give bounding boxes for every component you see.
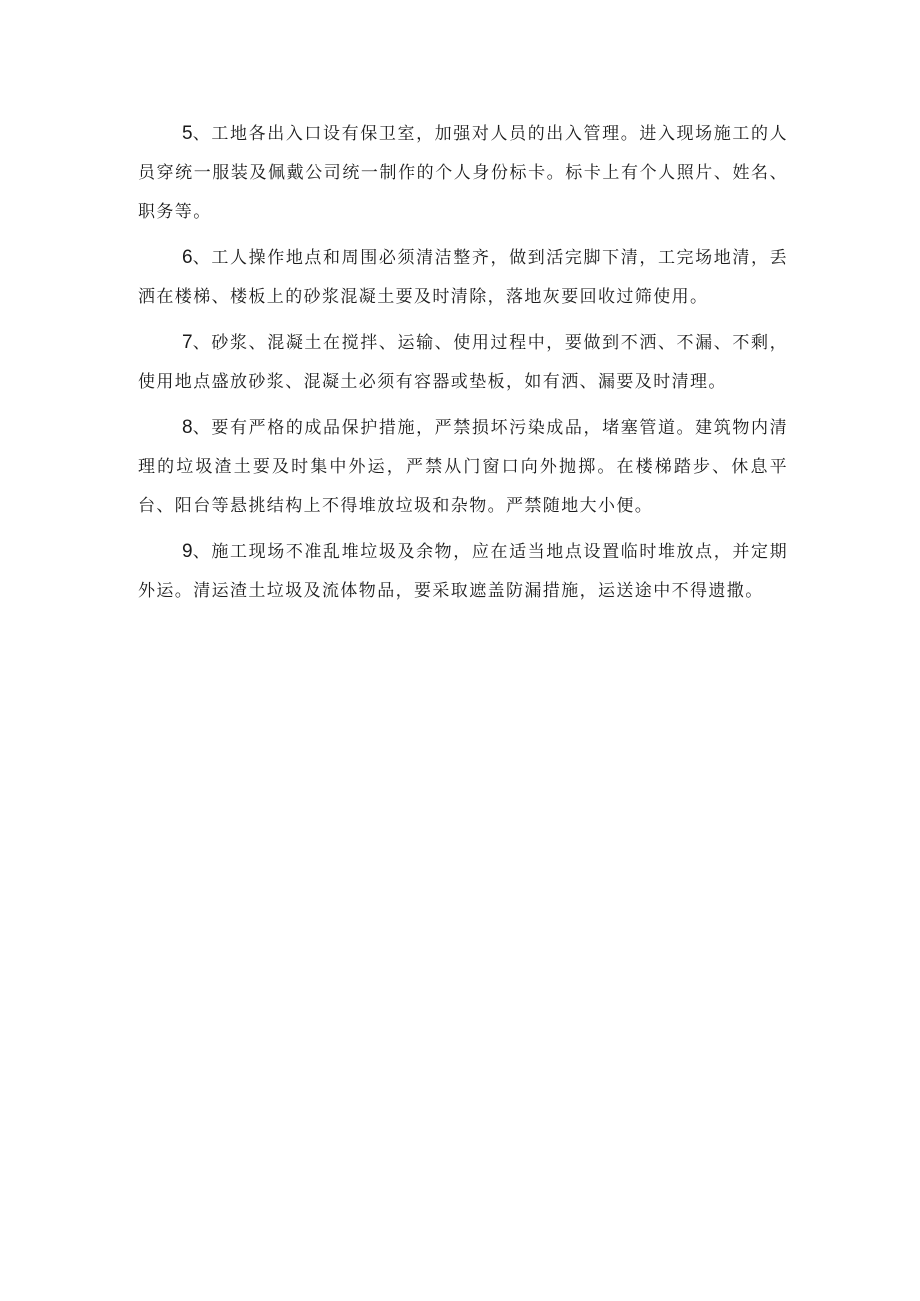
paragraph-7 xyxy=(138,323,788,402)
document-body xyxy=(138,114,788,617)
paragraph-number: 5 xyxy=(182,123,193,144)
paragraph-number: 7 xyxy=(182,332,193,353)
paragraph-9 xyxy=(138,532,788,611)
paragraph-text: 、施工现场不准乱堆垃圾及余物，应在适当地点设置临时堆放点，并定期外运。清运渣土垃圾及流体物品，要采取遮盖防漏措施，运送途中不得遗撒。 xyxy=(138,542,788,601)
paragraph-text: 、工人操作地点和周围必须清洁整齐，做到活完脚下清，工完场地清，丢洒在楼梯、楼板上的砂浆混凝土要及时清除，落地灰要回收过筛使用。 xyxy=(138,248,788,307)
paragraph-text: 、要有严格的成品保护措施，严禁损坏污染成品，堵塞管道。建筑物内清理的垃圾渣土要及时集中外运，严禁从门窗口向外抛掷。在楼梯踏步、休息平台、阳台等悬挑结构上不得堆放垃圾和杂物。严禁随地大小便。 xyxy=(138,418,788,516)
paragraph-5 xyxy=(138,114,788,232)
paragraph-text: 、砂浆、混凝土在搅拌、运输、使用过程中，要做到不洒、不漏、不剩，使用地点盛放砂浆、混凝土必须有容器或垫板，如有洒、漏要及时清理。 xyxy=(138,333,788,392)
paragraph-number: 8 xyxy=(182,417,193,438)
paragraph-6 xyxy=(138,238,788,317)
paragraph-8 xyxy=(138,408,788,526)
paragraph-number: 6 xyxy=(182,247,193,268)
paragraph-text: 、工地各出入口设有保卫室，加强对人员的出入管理。进入现场施工的人员穿统一服装及佩戴公司统一制作的个人身份标卡。标卡上有个人照片、姓名、职务等。 xyxy=(138,124,788,222)
paragraph-number: 9 xyxy=(182,541,193,562)
